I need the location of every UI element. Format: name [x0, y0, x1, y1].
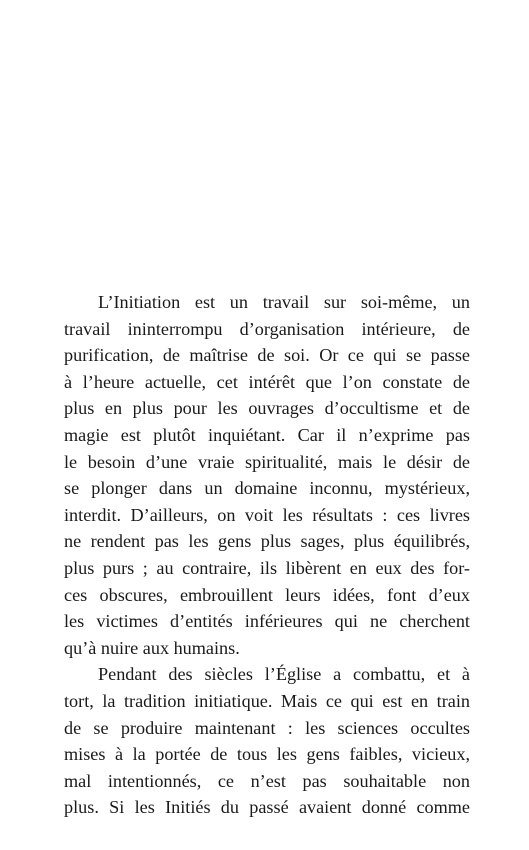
text-line: à l’heure actuelle, cet intérêt que l’on constate de [64, 371, 470, 392]
text-line: ne rendent pas les gens plus sages, plus équilibrés, [64, 531, 470, 552]
paragraph-1 [64, 289, 470, 661]
text-line: ces obscures, embrouillent leurs idées, font d’eux [64, 584, 470, 605]
body-text [64, 289, 470, 821]
text-line: purification, de maîtrise de soi. Or ce qui se passe [64, 345, 470, 366]
text-line: se plonger dans un domaine inconnu, mystérieux, [64, 478, 470, 499]
text-line: tort, la tradition initiatique. Mais ce qui est en train [64, 690, 470, 711]
text-line: de se produire maintenant : les sciences occultes [64, 717, 470, 738]
text-line: les victimes d’entités inférieures qui ne cherchent [64, 611, 470, 632]
text-line: mal intentionnés, ce n’est pas souhaitable non [64, 770, 470, 791]
text-line: qu’à nuire aux humains. [64, 637, 240, 658]
paragraph-2 [64, 661, 470, 821]
text-line: magie est plutôt inquiétant. Car il n’exprime pas [64, 424, 470, 445]
text-line: plus purs ; au contraire, ils libèrent en eux des for- [64, 557, 470, 578]
text-line: le besoin d’une vraie spiritualité, mais le désir de [64, 451, 470, 472]
text-line: plus en plus pour les ouvrages d’occultisme et de [64, 398, 470, 419]
text-line: L’Initiation est un travail sur soi-même, un [98, 292, 470, 312]
text-line: travail ininterrompu d’organisation intérieure, de [64, 318, 470, 339]
text-line: mises à la portée de tous les gens faibles, vicieux, [64, 744, 470, 765]
text-line: interdit. D’ailleurs, on voit les résultats : ces livres [64, 504, 470, 525]
text-line: plus. Si les Initiés du passé avaient donné comme [64, 797, 470, 818]
text-line: Pendant des siècles l’Église a combattu, et à [98, 664, 470, 685]
